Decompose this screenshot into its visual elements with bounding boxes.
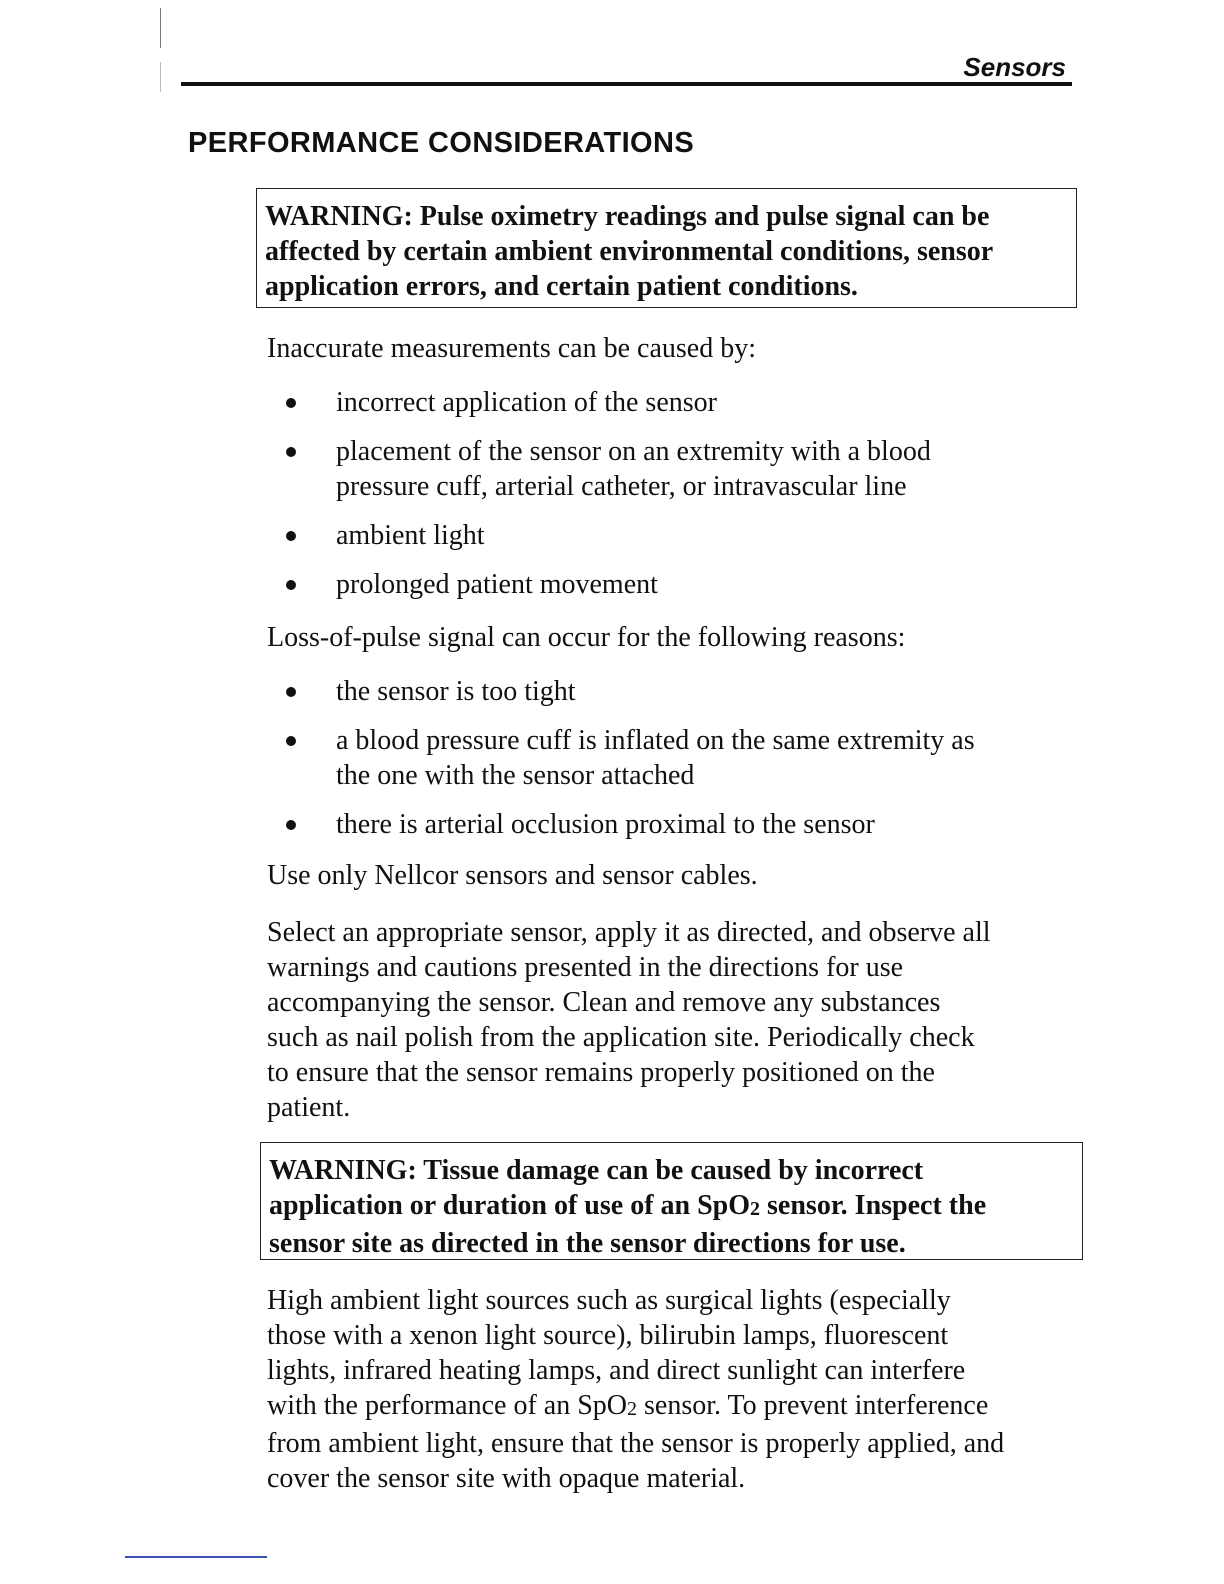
list-item-text xyxy=(336,723,1056,793)
warning-line: WARNING: Pulse oximetry readings and pulse signal can be xyxy=(265,201,990,232)
subscript: 2 xyxy=(627,1398,637,1420)
warning-text: sensor. Inspect the xyxy=(760,1190,987,1221)
list-item-text xyxy=(336,434,1056,504)
paragraph-line: such as nail polish from the application site. Periodically check xyxy=(267,1022,975,1053)
paragraph-line: from ambient light, ensure that the sensor is properly applied, and xyxy=(267,1428,1005,1459)
warning-line: affected by certain ambient environmental conditions, sensor xyxy=(265,236,994,267)
warning-line: sensor site as directed in the sensor directions for use. xyxy=(269,1228,906,1259)
paragraph-line: Select an appropriate sensor, apply it as directed, and observe all xyxy=(267,917,991,948)
bullet-icon xyxy=(286,580,296,590)
paragraph-line: cover the sensor site with opaque material. xyxy=(267,1463,746,1494)
list-item-line: the one with the sensor attached xyxy=(336,760,695,791)
inaccurate-intro: Inaccurate measurements can be caused by: xyxy=(267,333,756,364)
footer-rule xyxy=(125,1556,267,1558)
scan-mark xyxy=(160,8,161,48)
list-item-line: pressure cuff, arterial catheter, or intravascular line xyxy=(336,471,907,502)
ambient-light-paragraph xyxy=(267,1283,1067,1496)
paragraph-text: sensor. To prevent interference xyxy=(637,1390,989,1421)
bullet-icon xyxy=(286,398,296,408)
bullet-icon xyxy=(286,736,296,746)
bullet-icon xyxy=(286,820,296,830)
paragraph-line: patient. xyxy=(267,1092,351,1123)
list-item-text: incorrect application of the sensor xyxy=(336,387,717,418)
list-item-text: ambient light xyxy=(336,520,485,551)
warning-box-tissue-damage xyxy=(260,1142,1083,1260)
list-item-line: a blood pressure cuff is inflated on the same extremity as xyxy=(336,725,975,756)
bullet-icon xyxy=(286,531,296,541)
running-header: Sensors xyxy=(963,52,1066,82)
warning-line: WARNING: Tissue damage can be caused by incorrect xyxy=(269,1155,924,1186)
warning-line: application errors, and certain patient conditions. xyxy=(265,271,858,302)
paragraph-line: warnings and cautions presented in the directions for use xyxy=(267,952,904,983)
list-item-text: prolonged patient movement xyxy=(336,569,658,600)
paragraph-line: to ensure that the sensor remains properly positioned on the xyxy=(267,1057,935,1088)
paragraph-line: High ambient light sources such as surgical lights (especially xyxy=(267,1285,951,1316)
scan-mark xyxy=(160,62,161,92)
list-item-line: placement of the sensor on an extremity with a blood xyxy=(336,436,931,467)
list-item-text: there is arterial occlusion proximal to the sensor xyxy=(336,809,875,840)
paragraph-text: with the performance of an SpO xyxy=(267,1390,627,1421)
warning-text: application or duration of use of an SpO xyxy=(269,1190,751,1221)
section-title: PERFORMANCE CONSIDERATIONS xyxy=(188,127,695,159)
paragraph-line xyxy=(267,1388,1067,1426)
loss-of-pulse-intro: Loss-of-pulse signal can occur for the following reasons: xyxy=(267,622,906,653)
list-item-text: the sensor is too tight xyxy=(336,676,576,707)
subscript: 2 xyxy=(750,1198,761,1220)
bullet-icon xyxy=(286,687,296,697)
paragraph-line: accompanying the sensor. Clean and remove any substances xyxy=(267,987,941,1018)
select-sensor-paragraph xyxy=(267,915,1067,1125)
use-only-text: Use only Nellcor sensors and sensor cables. xyxy=(267,860,758,891)
bullet-icon xyxy=(286,447,296,457)
paragraph-line: those with a xenon light source), bilirubin lamps, fluorescent xyxy=(267,1320,949,1351)
paragraph-line: lights, infrared heating lamps, and direct sunlight can interfere xyxy=(267,1355,966,1386)
header-rule xyxy=(181,82,1072,86)
warning-box-readings xyxy=(256,188,1077,308)
warning-line xyxy=(269,1188,1074,1226)
